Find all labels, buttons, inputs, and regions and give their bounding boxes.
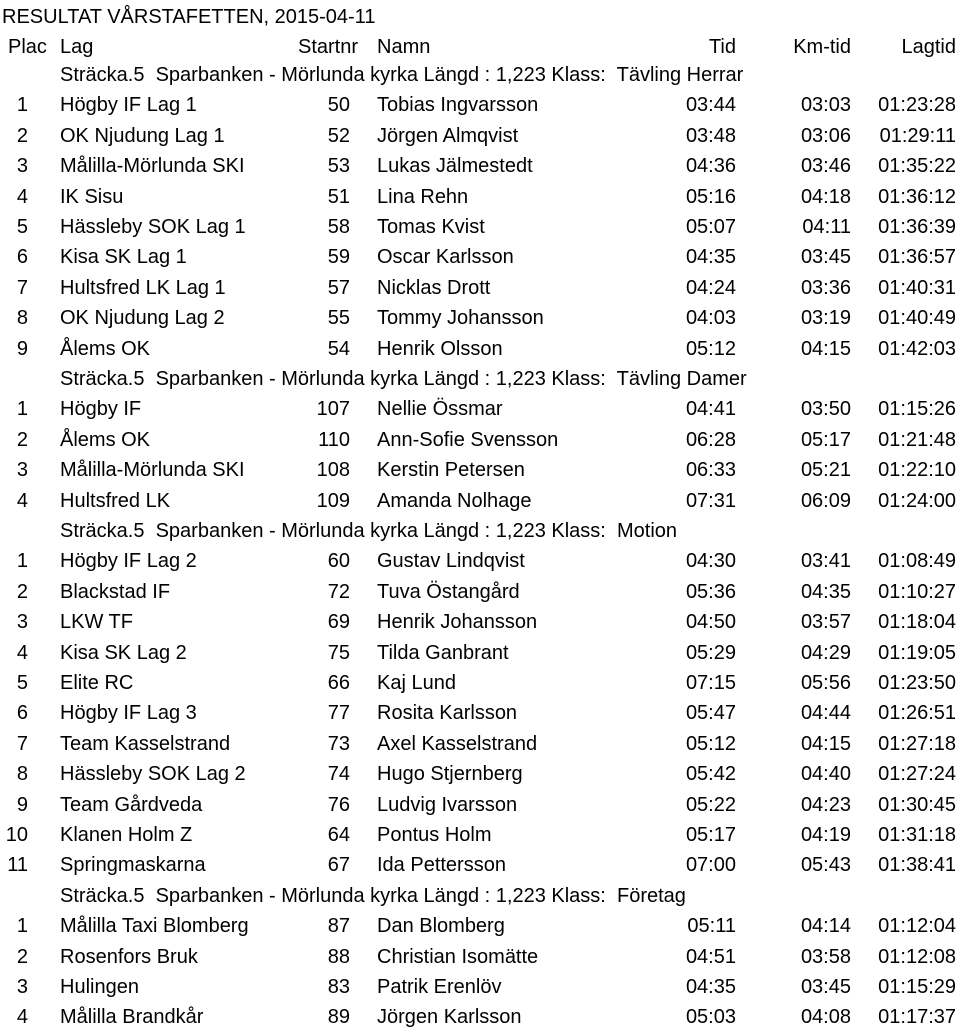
- cell-startnr: 53: [327, 155, 350, 177]
- cell-startnr: 74: [327, 763, 350, 785]
- cell-km-tid: 04:15: [800, 733, 851, 755]
- cell-namn: Tilda Ganbrant: [377, 642, 509, 664]
- cell-lag: Blackstad IF: [60, 581, 171, 603]
- cell-namn: Pontus Holm: [377, 824, 492, 846]
- cell-plac: 6: [16, 702, 28, 724]
- cell-namn: Ida Pettersson: [377, 854, 506, 876]
- cell-tid: 07:00: [685, 854, 736, 876]
- cell-namn: Dan Blomberg: [377, 915, 505, 937]
- cell-namn: Oscar Karlsson: [377, 246, 514, 268]
- cell-plac: 4: [16, 642, 28, 664]
- cell-tid: 04:35: [685, 246, 736, 268]
- cell-namn: Nellie Össmar: [377, 398, 503, 420]
- cell-lagtid: 01:35:22: [878, 155, 956, 177]
- cell-startnr: 64: [327, 824, 350, 846]
- cell-lagtid: 01:17:37: [878, 1006, 956, 1028]
- cell-km-tid: 03:46: [800, 155, 851, 177]
- cell-startnr: 73: [327, 733, 350, 755]
- cell-lagtid: 01:23:50: [878, 672, 956, 694]
- cell-km-tid: 04:18: [800, 186, 851, 208]
- cell-lag: Högby IF: [60, 398, 142, 420]
- cell-namn: Christian Isomätte: [377, 946, 539, 968]
- cell-lag: IK Sisu: [60, 186, 124, 208]
- cell-namn: Gustav Lindqvist: [377, 550, 525, 572]
- table-row: [0, 942, 960, 972]
- cell-km-tid: 03:50: [800, 398, 851, 420]
- cell-lagtid: 01:12:04: [878, 915, 956, 937]
- cell-plac: 3: [16, 155, 28, 177]
- cell-namn: Tomas Kvist: [377, 216, 485, 238]
- cell-lag: Hultsfred LK Lag 1: [60, 277, 226, 299]
- cell-km-tid: 03:45: [800, 976, 851, 998]
- table-row: [0, 972, 960, 1002]
- cell-lagtid: 01:36:12: [878, 186, 956, 208]
- cell-lag: Klanen Holm Z: [60, 824, 193, 846]
- cell-startnr: 76: [327, 794, 350, 816]
- header-startnr: Startnr: [298, 36, 359, 58]
- table-row: [0, 850, 960, 880]
- cell-plac: 1: [16, 915, 28, 937]
- cell-startnr: 50: [327, 94, 350, 116]
- cell-tid: 04:35: [685, 976, 736, 998]
- cell-namn: Henrik Johansson: [377, 611, 538, 633]
- cell-lag: Ålems OK: [60, 338, 151, 360]
- cell-plac: 10: [5, 824, 28, 846]
- cell-plac: 1: [16, 94, 28, 116]
- cell-lagtid: 01:36:57: [878, 246, 956, 268]
- cell-km-tid: 05:21: [800, 459, 851, 481]
- cell-km-tid: 05:43: [800, 854, 851, 876]
- cell-plac: 1: [16, 550, 28, 572]
- cell-startnr: 108: [316, 459, 350, 481]
- cell-startnr: 59: [327, 246, 350, 268]
- cell-startnr: 89: [327, 1006, 350, 1028]
- cell-km-tid: 03:57: [800, 611, 851, 633]
- cell-plac: 2: [16, 125, 28, 147]
- cell-km-tid: 03:41: [800, 550, 851, 572]
- table-header: [0, 34, 960, 60]
- cell-tid: 05:12: [685, 338, 736, 360]
- cell-km-tid: 03:19: [800, 307, 851, 329]
- cell-lag: Kisa SK Lag 1: [60, 246, 187, 268]
- cell-lagtid: 01:10:27: [878, 581, 956, 603]
- cell-lagtid: 01:22:10: [878, 459, 956, 481]
- cell-lag: Högby IF Lag 2: [60, 550, 197, 572]
- cell-namn: Patrik Erenlöv: [377, 976, 502, 998]
- cell-tid: 04:24: [685, 277, 736, 299]
- cell-plac: 4: [16, 1006, 28, 1028]
- table-row: [0, 303, 960, 333]
- header-plac: Plac: [8, 36, 47, 58]
- cell-lagtid: 01:19:05: [878, 642, 956, 664]
- cell-namn: Tobias Ingvarsson: [377, 94, 539, 116]
- cell-km-tid: 04:11: [802, 216, 851, 238]
- cell-namn: Axel Kasselstrand: [377, 733, 538, 755]
- section-heading: [60, 60, 743, 90]
- cell-tid: 05:07: [685, 216, 736, 238]
- table-row: [0, 121, 960, 151]
- cell-lag: Hässleby SOK Lag 1: [60, 216, 246, 238]
- table-row: [0, 273, 960, 303]
- cell-km-tid: 04:29: [800, 642, 851, 664]
- cell-km-tid: 03:58: [800, 946, 851, 968]
- cell-tid: 04:30: [685, 550, 736, 572]
- cell-lagtid: 01:27:18: [878, 733, 956, 755]
- cell-startnr: 83: [327, 976, 350, 998]
- cell-tid: 05:11: [687, 915, 736, 937]
- section-label: Sträcka.5 Sparbanken - Mörlunda kyrka Längd : 1,223 Klass: Företag: [60, 885, 686, 907]
- cell-km-tid: 04:44: [800, 702, 851, 724]
- cell-tid: 05:29: [685, 642, 736, 664]
- cell-startnr: 55: [327, 307, 350, 329]
- table-row: [0, 394, 960, 424]
- cell-tid: 04:03: [685, 307, 736, 329]
- cell-lag: Team Kasselstrand: [60, 733, 231, 755]
- cell-tid: 05:47: [685, 702, 736, 724]
- cell-tid: 06:28: [685, 429, 736, 451]
- section-label: Sträcka.5 Sparbanken - Mörlunda kyrka Längd : 1,223 Klass: Tävling Herrar: [60, 64, 744, 86]
- cell-plac: 2: [16, 946, 28, 968]
- cell-km-tid: 03:45: [800, 246, 851, 268]
- cell-lagtid: 01:23:28: [878, 94, 956, 116]
- cell-tid: 06:33: [685, 459, 736, 481]
- cell-plac: 5: [16, 216, 28, 238]
- cell-startnr: 66: [327, 672, 350, 694]
- cell-tid: 04:51: [685, 946, 736, 968]
- section-heading: [60, 881, 686, 911]
- cell-lagtid: 01:15:26: [878, 398, 956, 420]
- cell-namn: Kerstin Petersen: [377, 459, 525, 481]
- cell-km-tid: 04:14: [800, 915, 851, 937]
- table-row: [0, 151, 960, 181]
- cell-lag: LKW TF: [60, 611, 133, 633]
- table-row: [0, 668, 960, 698]
- cell-namn: Amanda Nolhage: [377, 490, 532, 512]
- cell-namn: Lukas Jälmestedt: [377, 155, 533, 177]
- table-row: [0, 455, 960, 485]
- cell-tid: 04:50: [685, 611, 736, 633]
- cell-plac: 4: [16, 186, 28, 208]
- cell-lag: Målilla-Mörlunda SKI: [60, 155, 245, 177]
- cell-lagtid: 01:29:11: [879, 125, 956, 147]
- cell-tid: 03:48: [685, 125, 736, 147]
- cell-lagtid: 01:40:31: [878, 277, 956, 299]
- cell-km-tid: 04:35: [800, 581, 851, 603]
- cell-lag: Ålems OK: [60, 429, 151, 451]
- table-row: [0, 607, 960, 637]
- cell-lagtid: 01:42:03: [878, 338, 956, 360]
- page-title: RESULTAT VÅRSTAFETTEN, 2015-04-11: [2, 6, 376, 28]
- cell-lag: Högby IF Lag 3: [60, 702, 197, 724]
- cell-lagtid: 01:38:41: [878, 854, 956, 876]
- section-label: Sträcka.5 Sparbanken - Mörlunda kyrka Längd : 1,223 Klass: Tävling Damer: [60, 368, 747, 390]
- header-namn: Namn: [377, 36, 431, 58]
- cell-startnr: 51: [327, 186, 350, 208]
- table-row: [0, 911, 960, 941]
- cell-tid: 07:31: [685, 490, 736, 512]
- cell-tid: 05:17: [685, 824, 736, 846]
- cell-tid: 05:22: [685, 794, 736, 816]
- cell-tid: 05:12: [685, 733, 736, 755]
- cell-startnr: 110: [318, 429, 350, 451]
- cell-plac: 4: [16, 490, 28, 512]
- cell-startnr: 75: [327, 642, 350, 664]
- cell-plac: 7: [16, 277, 28, 299]
- cell-startnr: 107: [316, 398, 350, 420]
- table-row: [0, 486, 960, 516]
- table-row: [0, 425, 960, 455]
- cell-plac: 3: [16, 611, 28, 633]
- section-heading: [60, 364, 747, 394]
- table-row: [0, 546, 960, 576]
- cell-lag: Rosenfors Bruk: [60, 946, 198, 968]
- cell-startnr: 58: [327, 216, 350, 238]
- cell-lag: Hässleby SOK Lag 2: [60, 763, 246, 785]
- cell-km-tid: 03:36: [800, 277, 851, 299]
- cell-lagtid: 01:15:29: [878, 976, 956, 998]
- cell-lagtid: 01:36:39: [878, 216, 956, 238]
- cell-plac: 1: [16, 398, 28, 420]
- cell-lagtid: 01:21:48: [878, 429, 956, 451]
- cell-plac: 2: [16, 429, 28, 451]
- cell-namn: Rosita Karlsson: [377, 702, 518, 724]
- cell-lag: OK Njudung Lag 1: [60, 125, 225, 147]
- cell-lagtid: 01:12:08: [878, 946, 956, 968]
- cell-tid: 05:36: [685, 581, 736, 603]
- cell-tid: 03:44: [685, 94, 736, 116]
- cell-plac: 5: [16, 672, 28, 694]
- table-row: [0, 698, 960, 728]
- cell-plac: 9: [16, 338, 28, 360]
- cell-startnr: 87: [327, 915, 350, 937]
- cell-tid: 05:16: [685, 186, 736, 208]
- cell-startnr: 77: [327, 702, 350, 724]
- cell-plac: 3: [16, 459, 28, 481]
- cell-namn: Kaj Lund: [377, 672, 456, 694]
- header-lag: Lag: [60, 36, 94, 58]
- cell-startnr: 52: [327, 125, 350, 147]
- cell-tid: 04:41: [685, 398, 736, 420]
- table-row: [0, 577, 960, 607]
- cell-plac: 9: [16, 794, 28, 816]
- header-tid: Tid: [708, 36, 736, 58]
- section-label: Sträcka.5 Sparbanken - Mörlunda kyrka Längd : 1,223 Klass: Motion: [60, 520, 678, 542]
- cell-namn: Tuva Östangård: [377, 581, 520, 603]
- cell-lagtid: 01:27:24: [878, 763, 956, 785]
- cell-lag: Målilla Taxi Blomberg: [60, 915, 249, 937]
- cell-km-tid: 03:06: [800, 125, 851, 147]
- table-row: [0, 90, 960, 120]
- cell-lagtid: 01:08:49: [878, 550, 956, 572]
- cell-lag: Elite RC: [60, 672, 134, 694]
- cell-startnr: 54: [327, 338, 350, 360]
- cell-startnr: 67: [327, 854, 350, 876]
- cell-km-tid: 04:23: [800, 794, 851, 816]
- cell-tid: 05:42: [685, 763, 736, 785]
- cell-startnr: 60: [327, 550, 350, 572]
- cell-lag: Hultsfred LK: [60, 490, 171, 512]
- cell-lag: Målilla Brandkår: [60, 1006, 204, 1028]
- cell-tid: 07:15: [685, 672, 736, 694]
- cell-plac: 6: [16, 246, 28, 268]
- cell-km-tid: 05:56: [800, 672, 851, 694]
- table-row: [0, 334, 960, 364]
- cell-lag: Målilla-Mörlunda SKI: [60, 459, 245, 481]
- cell-plac: 8: [16, 307, 28, 329]
- cell-plac: 11: [7, 854, 28, 876]
- cell-lagtid: 01:18:04: [878, 611, 956, 633]
- cell-lag: Springmaskarna: [60, 854, 206, 876]
- cell-km-tid: 04:15: [800, 338, 851, 360]
- header-km-tid: Km-tid: [793, 36, 851, 58]
- cell-km-tid: 03:03: [800, 94, 851, 116]
- cell-startnr: 88: [327, 946, 350, 968]
- cell-startnr: 57: [327, 277, 350, 299]
- cell-km-tid: 06:09: [800, 490, 851, 512]
- cell-tid: 04:36: [685, 155, 736, 177]
- cell-lag: OK Njudung Lag 2: [60, 307, 225, 329]
- section-heading: [60, 516, 677, 546]
- table-row: [0, 790, 960, 820]
- table-row: [0, 212, 960, 242]
- cell-namn: Jörgen Almqvist: [377, 125, 519, 147]
- cell-plac: 7: [16, 733, 28, 755]
- cell-namn: Nicklas Drott: [377, 277, 491, 299]
- cell-namn: Jörgen Karlsson: [377, 1006, 522, 1028]
- cell-startnr: 72: [327, 581, 350, 603]
- cell-km-tid: 04:40: [800, 763, 851, 785]
- cell-plac: 8: [16, 763, 28, 785]
- cell-km-tid: 04:19: [800, 824, 851, 846]
- cell-lagtid: 01:30:45: [878, 794, 956, 816]
- cell-plac: 2: [16, 581, 28, 603]
- table-row: [0, 759, 960, 789]
- table-row: [0, 1002, 960, 1032]
- cell-tid: 05:03: [685, 1006, 736, 1028]
- cell-namn: Tommy Johansson: [377, 307, 544, 329]
- table-row: [0, 820, 960, 850]
- cell-lag: Team Gårdveda: [60, 794, 203, 816]
- cell-namn: Lina Rehn: [377, 186, 469, 208]
- table-row: [0, 182, 960, 212]
- cell-plac: 3: [16, 976, 28, 998]
- cell-namn: Ann-Sofie Svensson: [377, 429, 559, 451]
- cell-lagtid: 01:26:51: [878, 702, 956, 724]
- cell-namn: Hugo Stjernberg: [377, 763, 523, 785]
- cell-km-tid: 05:17: [800, 429, 851, 451]
- cell-lagtid: 01:31:18: [878, 824, 956, 846]
- cell-lag: Högby IF Lag 1: [60, 94, 197, 116]
- cell-namn: Ludvig Ivarsson: [377, 794, 518, 816]
- cell-lag: Hulingen: [60, 976, 139, 998]
- cell-lagtid: 01:24:00: [878, 490, 956, 512]
- cell-km-tid: 04:08: [800, 1006, 851, 1028]
- table-row: [0, 242, 960, 272]
- table-row: [0, 638, 960, 668]
- cell-lag: Kisa SK Lag 2: [60, 642, 187, 664]
- cell-namn: Henrik Olsson: [377, 338, 503, 360]
- header-lagtid: Lagtid: [901, 36, 956, 58]
- table-row: [0, 729, 960, 759]
- cell-lagtid: 01:40:49: [878, 307, 956, 329]
- cell-startnr: 69: [327, 611, 350, 633]
- cell-startnr: 109: [316, 490, 350, 512]
